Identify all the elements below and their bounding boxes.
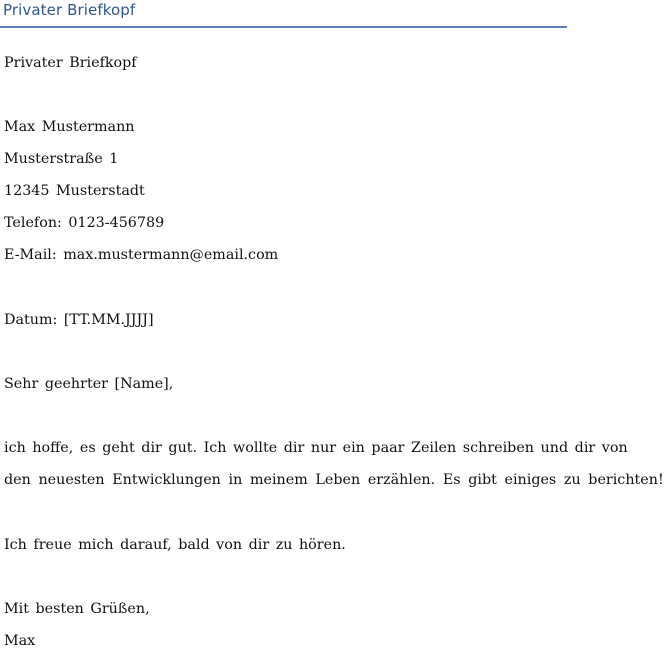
- salutation: Sehr geehrter [Name],: [4, 376, 174, 392]
- signature: Max: [4, 633, 36, 649]
- body-paragraph-2: Ich freue mich darauf, bald von dir zu hören.: [4, 537, 346, 553]
- sender-phone: Telefon: 0123-456789: [4, 215, 165, 231]
- body-paragraph-1-line-2: den neuesten Entwicklungen in meinem Leben erzählen. Es gibt einiges zu berichten!: [4, 472, 664, 488]
- closing: Mit besten Grüßen,: [4, 601, 150, 617]
- letter-date: Datum: [TT.MM.JJJJ]: [4, 312, 154, 328]
- header-title: Privater Briefkopf: [3, 1, 136, 19]
- sender-street: Musterstraße 1: [4, 151, 119, 167]
- document-title: Privater Briefkopf: [4, 55, 137, 71]
- sender-name: Max Mustermann: [4, 119, 135, 135]
- sender-email: E-Mail: max.mustermann@email.com: [4, 247, 279, 263]
- sender-city: 12345 Musterstadt: [4, 183, 145, 199]
- body-paragraph-1-line-1: ich hoffe, es geht dir gut. Ich wollte dir nur ein paar Zeilen schreiben und dir von: [4, 440, 628, 456]
- header-divider: [0, 26, 567, 28]
